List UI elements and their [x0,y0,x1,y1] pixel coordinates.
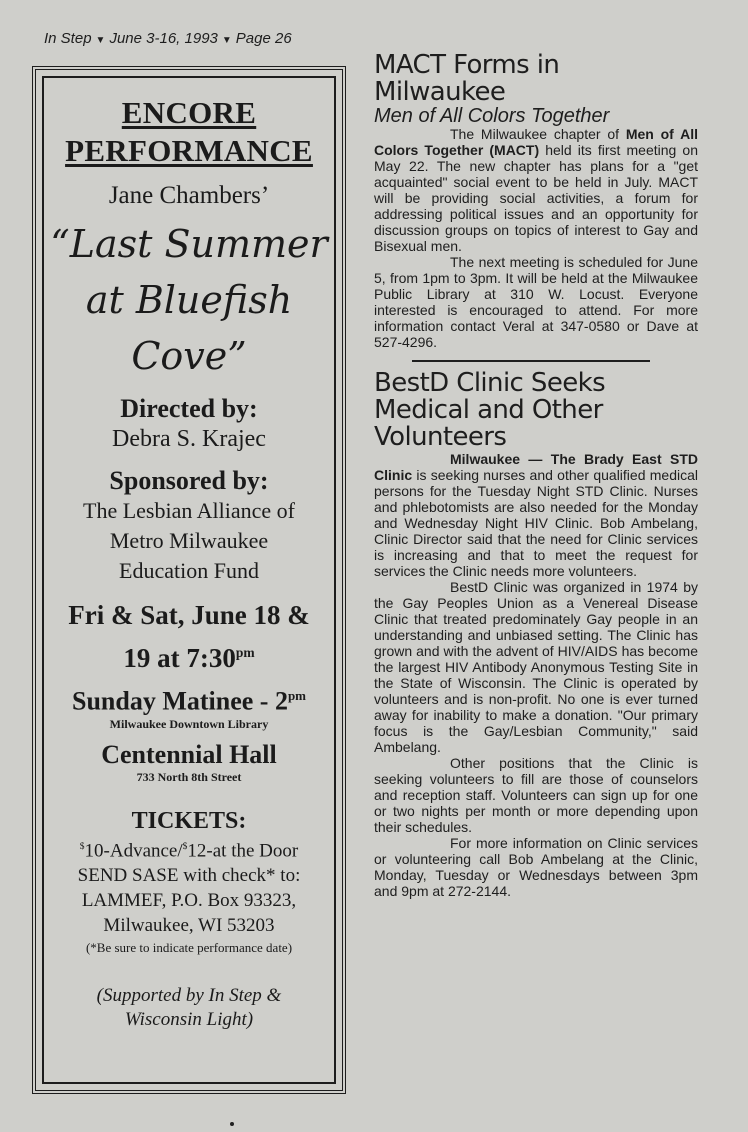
article-headline: MACT Forms in Milwaukee [374,50,560,107]
paragraph-text: held its first meeting on May 22. The new chapter has plans for a "get acquainted" social event to be held in July. MACT will be providing social activities, a forum for addressing political issues and an opportunity for discussion groups on topics of interest to Gay and Bisexual men. [374,142,698,254]
article-paragraph [374,126,698,254]
article-paragraph [374,451,698,579]
performance-dates: Fri & Sat, June 18 & [68,600,310,630]
director-name: Debra S. Krajec [112,426,266,452]
performance-time-text: 19 at 7:30 [123,643,236,673]
ad-title [44,94,334,170]
ad-inner-border [42,76,336,1084]
playwright: Jane Chambers’ [108,182,270,209]
library-name: Milwaukee Downtown Library [109,716,269,731]
venue-name: Centennial Hall [101,739,277,769]
play-title-line1: “Last Summer [50,222,328,266]
play-title [44,216,334,384]
matinee-text: Sunday Matinee - 2 [71,686,288,716]
triangle-separator-icon: ▼ [221,35,232,46]
page-header [44,30,292,47]
ad-content [44,78,334,1032]
sponsor-line: Metro Milwaukee [109,528,269,553]
performance-time [44,634,334,677]
sponsor-line: Education Fund [119,558,259,583]
play-title-line3: Cove” [131,334,247,378]
door-price: 12-at the Door [187,839,299,861]
matinee-line [44,681,334,717]
article-mact [374,52,698,350]
ticket-note: (*Be sure to indicate performance date) [85,939,293,955]
play-title-line2: at Bluefish [85,278,293,322]
paragraph-bold-text: Men of All Colors Together (MACT) [374,126,698,158]
dateline: Milwaukee — [450,451,551,467]
article-paragraph: The next meeting is scheduled for June 5, from 1pm to 3pm. It will be held at the Milwaukee Public Library at 310 W. Locust. Everyone interested is encouraged to attend. For more information contact Veral at 347-0580 or Dave at 527-4296. [374,254,698,350]
article-paragraph: Other positions that the Clinic is seeking volunteers to fill are those of counselors and reception staff. Volunteers can sign up for one or two nights per month or more depending upon their schedules. [374,755,698,835]
sponsored-label: Sponsored by: [109,466,269,495]
publication-name: In Step [44,30,92,47]
tickets-label: TICKETS: [131,807,247,834]
paragraph-text: is seeking nurses and other qualified medical persons for the Tuesday Night STD Clinic. Nurses and phlebotomists are also needed for the Monday and Wednesday Night HIV Clinic. Bob Ambelang, Clinic Director said that the need for Clinic services is increasing and that to meet the request for services the Clinic needs more volunteers. [374,467,698,579]
paragraph-text: The Milwaukee chapter of [450,126,626,142]
ad-title-line1: ENCORE [121,95,257,130]
article-paragraph: BestD Clinic was organized in 1974 by the Gay Peoples Union as a Venereal Disease Clinic that treated predominately Gay people in an understanding and unbiased setting. The Clinic has grown and with the advent of HIV/AIDS has become the largest HIV Antibody Anonymous Testing Site in the State of Wisconsin. The Clinic is operated by volunteers and is non-profit. No one is ever turned away for inability to make a donation. "Our primary focus is the Gay/Lesbian Community," said Ambelang. [374,579,698,755]
advance-price: 10-Advance/ [84,839,183,861]
performance-advertisement [32,66,346,1094]
directed-label: Directed by: [120,394,258,423]
article-divider [412,360,650,362]
page-mark [230,1122,234,1126]
mailing-address: LAMMEF, P.O. Box 93323, [81,889,297,911]
issue-date: June 3-16, 1993 [109,30,218,47]
send-instructions: SEND SASE with check* to: [77,864,301,886]
article-paragraph: For more information on Clinic services or volunteering call Bob Ambelang at the Clinic, Monday, Tuesday or Wednesdays between 3pm and 9pm at 272-2144. [374,835,698,899]
venue-address: 733 North 8th Street [136,769,242,784]
page-number: Page 26 [235,30,292,47]
matinee-suffix: pm [287,688,307,703]
performance-time-suffix: pm [235,645,255,660]
triangle-separator-icon: ▼ [95,35,106,46]
ticket-prices [44,835,334,863]
ad-title-line2: PERFORMANCE [65,133,313,168]
sponsor-line: The Lesbian Alliance of [83,498,295,523]
dollar-sign: $ [182,841,188,852]
article-headline: BestD Clinic Seeks Medical and Other Volunteers [374,368,606,452]
mailing-city: Milwaukee, WI 53203 [103,914,275,936]
support-line: (Supported by In Step & [96,984,282,1006]
articles-column [374,52,698,899]
paragraph-bold-text: The Brady East STD Clinic [374,451,698,483]
dollar-sign: $ [79,841,85,852]
article-bestd [374,370,698,899]
article-subhead: Men of All Colors Together [374,105,610,127]
support-line: Wisconsin Light) [124,1008,254,1030]
